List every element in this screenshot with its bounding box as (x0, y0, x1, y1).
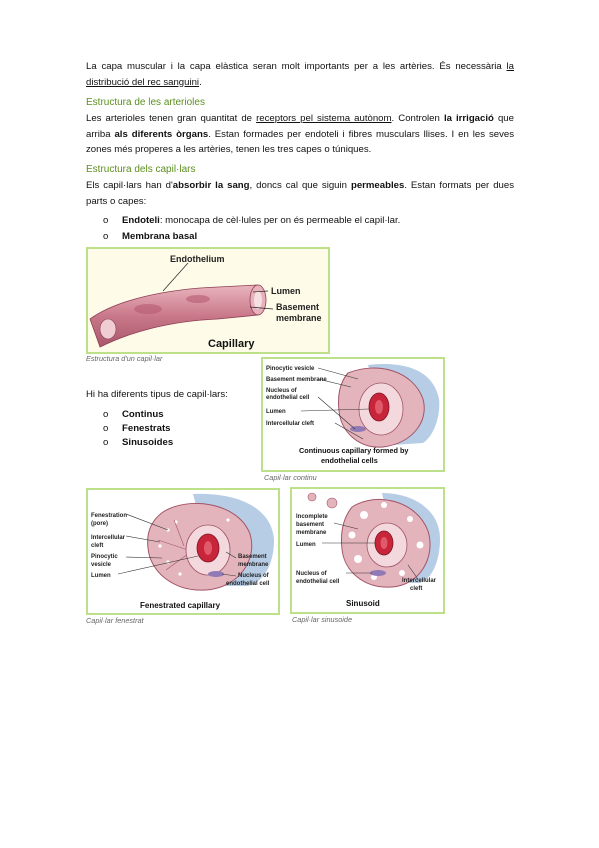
label-cleft: Intercellular (402, 578, 437, 584)
bold-text: la irrigació (443, 113, 494, 124)
text-span: . Controlen (391, 113, 444, 124)
fenestrated-capillary-illustration (88, 490, 278, 613)
heading-capillars: Estructura dels capil·lars (86, 164, 196, 175)
label-basement: Basement (238, 554, 267, 560)
heading-arterioles: Estructura de les arterioles (86, 97, 205, 108)
text-span: Les arterioles tenen gran quantitat de (86, 113, 257, 124)
figure-title: Continuous capillary formed by (299, 446, 409, 455)
label-nucleus-2: endothelial cell (266, 395, 310, 401)
figure-title: Fenestrated capillary (140, 601, 221, 610)
figure-caption: Estructura d'un capil·lar (86, 354, 163, 363)
intro-text: La capa muscular i la capa elàstica seran molt importants per a les artèries. És necessària (86, 61, 507, 72)
label-lumen: Lumen (91, 573, 111, 579)
figure-title: Sinusoid (346, 599, 380, 608)
bold-text: Membrana basal (122, 231, 198, 242)
capillars-paragraph (86, 178, 514, 209)
label-cleft: Intercellular cleft (266, 421, 315, 427)
label-basement: basement (296, 522, 325, 528)
arterioles-paragraph (86, 111, 514, 158)
sinusoid-figure (290, 487, 445, 614)
figure-caption: Capil·lar sinusoide (292, 615, 353, 624)
figure-caption: Capil·lar continu (264, 473, 317, 482)
figure-title-2: endothelial cells (321, 456, 378, 465)
bullet: o (103, 423, 109, 434)
label-pore: (pore) (91, 521, 108, 527)
bullet: o (103, 215, 109, 226)
label-pinocytic: Pinocytic vesicle (266, 366, 315, 372)
intro-end: . (199, 76, 202, 88)
label-nucleus: Nucleus of (238, 573, 269, 579)
label-cleft: Intercellular (91, 535, 126, 541)
bold-text: als diferents òrgans (114, 128, 209, 140)
text-span: . Estan formades per endoteli i fibres musculars llises. I en les seves zones més properes a les artèries, tenen les tres capes o túniques. (86, 128, 515, 155)
capillary-illustration (88, 249, 328, 352)
label-lumen: Lumen (296, 542, 316, 548)
label-fenestration: Fenestration (91, 513, 128, 519)
label-nucleus-2: endothelial cell (226, 581, 270, 587)
bold-text: Endoteli (122, 215, 160, 226)
label-cleft-2: cleft (410, 586, 423, 592)
label-membrane: membrane (238, 562, 269, 568)
figure-caption: Capil·lar fenestrat (86, 616, 144, 625)
type-label: Continus (122, 409, 164, 420)
bold-text: absorbir la sang (172, 180, 250, 191)
bullet: o (103, 437, 109, 448)
label-pinocytic: Pinocytic (91, 554, 118, 560)
list-item-text: : monocapa de cèl·lules per on és permeable el capil·lar. (159, 215, 401, 226)
text-span: Els capil·lars han d' (86, 180, 173, 191)
label-vesicle: vesicle (91, 562, 112, 568)
continuous-capillary-illustration (263, 359, 443, 470)
receptors-link[interactable]: receptors pel sistema autònom (256, 113, 392, 124)
label-cleft-2: cleft (91, 543, 104, 549)
label-basement: Basement (276, 302, 320, 312)
label-membrane: membrane (296, 530, 327, 536)
capillary-figure (86, 247, 330, 354)
label-membrane: membrane (276, 313, 322, 323)
type-label: Sinusoides (122, 437, 174, 448)
label-endothelium: Endothelium (170, 254, 225, 264)
type-label: Fenestrats (122, 423, 171, 434)
text-span: . Estan formats per dues parts o capes: (86, 180, 515, 207)
label-lumen: Lumen (271, 286, 301, 296)
bold-text: permeables (350, 180, 405, 191)
bullet: o (103, 409, 109, 420)
rec-sanguini-link[interactable]: la distribució del rec sanguini (86, 61, 514, 88)
bullet: o (103, 231, 109, 242)
continuous-capillary-figure (261, 357, 445, 472)
label-nucleus: Nucleus of (296, 571, 327, 577)
text-span: , doncs cal que siguin (249, 180, 351, 191)
label-nucleus-2: endothelial cell (296, 579, 340, 585)
types-intro: Hi ha diferents tipus de capil·lars: (86, 389, 228, 400)
label-basement: Basement membrane (266, 377, 327, 383)
intro-paragraph (86, 59, 514, 90)
label-incomplete: Incomplete (296, 514, 328, 520)
fenestrated-capillary-figure (86, 488, 280, 615)
label-lumen: Lumen (266, 409, 286, 415)
figure-title: Capillary (208, 338, 255, 350)
label-nucleus: Nucleus of (266, 388, 297, 394)
text-span: que arriba (86, 113, 514, 140)
sinusoid-illustration (292, 489, 443, 612)
